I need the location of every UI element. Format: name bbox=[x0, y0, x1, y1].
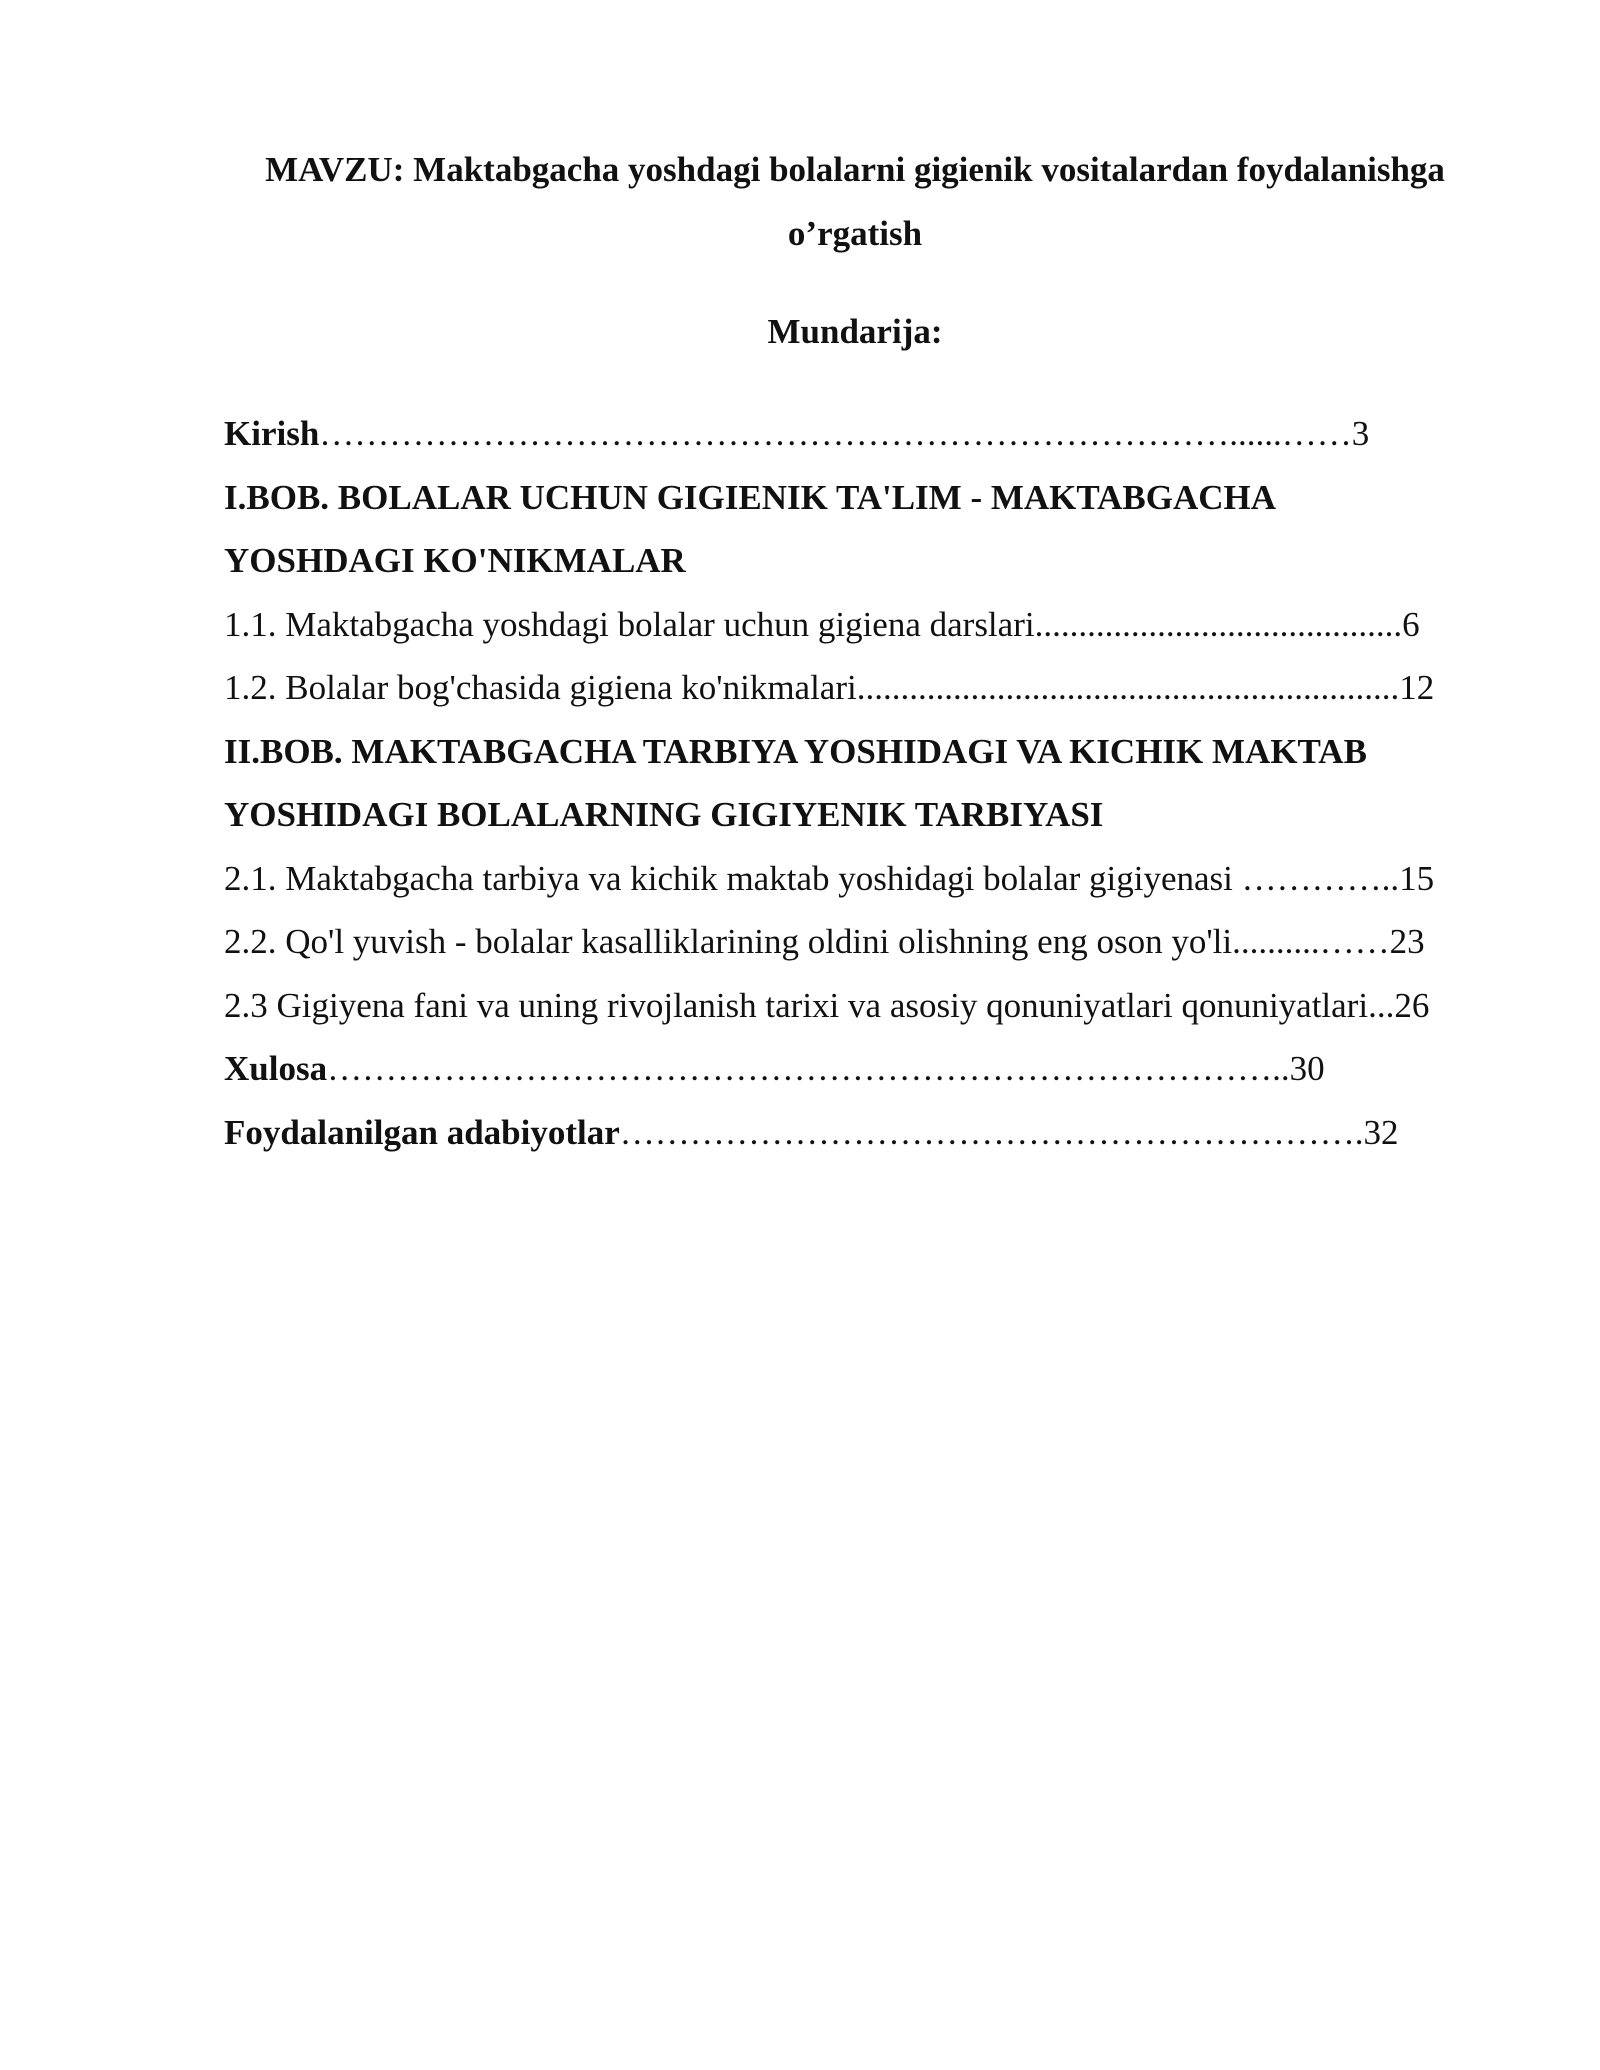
toc-entry-label: 2.3 Gigiyena fani va uning rivojlanish tarixi va asosiy qonuniyatlari qonuniyatlari bbox=[224, 985, 1369, 1025]
title-line-2: o’rgatish bbox=[787, 214, 923, 253]
toc-entry-1-2 bbox=[224, 656, 1504, 720]
toc-entry-page: 3 bbox=[1351, 414, 1370, 453]
toc-entry-label: Kirish bbox=[224, 414, 320, 453]
toc-entry-leader: ……………………………………………………………………….. bbox=[327, 1049, 1290, 1088]
toc-chapter-2-heading-line-1: II.BOB. MAKTABGACHA TARBIYA YOSHIDAGI VA KICHIK MAKTAB bbox=[224, 731, 1367, 771]
toc-entry-label: 1.1. Maktabgacha yoshdagi bolalar uchun gigiena darslari bbox=[224, 604, 1035, 644]
toc-entry-2-2 bbox=[224, 910, 1504, 974]
toc-entry-label: 2.2. Qo'l yuvish - bolalar kasalliklarining oldini olishning eng oson yo'li bbox=[224, 922, 1233, 961]
toc-entry-leader: ……………………………………………………………………......…… bbox=[319, 414, 1352, 453]
toc-entry-label: 2.1. Maktabgacha tarbiya va kichik maktab yoshidagi bolalar gigiyenasi bbox=[224, 858, 1242, 898]
toc-entry-page: 12 bbox=[1399, 668, 1435, 707]
toc-entry-page: 32 bbox=[1363, 1112, 1399, 1152]
toc-entry-2-3 bbox=[224, 974, 1504, 1038]
toc-entry-page: 30 bbox=[1289, 1049, 1325, 1088]
toc-entry-page: 26 bbox=[1394, 985, 1430, 1025]
toc-entry-xulosa bbox=[224, 1037, 1504, 1101]
toc-entry-label: 1.2. Bolalar bog'chasida gigiena ko'nikmalari bbox=[224, 668, 857, 707]
toc-chapter-2-heading-line-2: YOSHIDAGI BOLALARNING GIGIYENIK TARBIYASI bbox=[224, 795, 1104, 834]
toc-entry-leader: .......................................... bbox=[1034, 604, 1403, 644]
toc-entry-page: 6 bbox=[1402, 604, 1420, 644]
toc-entry-leader: ..........…… bbox=[1232, 922, 1390, 961]
document-title bbox=[200, 138, 1510, 266]
toc-entry-2-1 bbox=[224, 847, 1504, 911]
toc-entry-adabiyotlar bbox=[224, 1101, 1504, 1165]
table-of-contents bbox=[224, 402, 1504, 1164]
toc-entry-leader: ... bbox=[1368, 985, 1395, 1025]
toc-chapter-1-heading-line-1: I.BOB. BOLALAR UCHUN GIGIENIK TA'LIM - MAKTABGACHA bbox=[224, 477, 1277, 517]
title-line-1: MAVZU: Maktabgacha yoshdagi bolalarni gigienik vositalardan foydalanishga bbox=[265, 150, 1445, 189]
toc-entry-leader: .............................................................. bbox=[856, 668, 1400, 707]
toc-entry-label: Xulosa bbox=[224, 1049, 328, 1088]
toc-entry-label: Foydalanilgan adabiyotlar bbox=[224, 1112, 620, 1152]
toc-entry-leader: ………….. bbox=[1241, 858, 1400, 898]
toc-entry-leader: ………………………………………………………. bbox=[619, 1112, 1364, 1152]
toc-entry-1-1 bbox=[224, 593, 1504, 657]
toc-entry-page: 23 bbox=[1389, 922, 1425, 961]
toc-entry-page: 15 bbox=[1399, 858, 1435, 898]
toc-entry-kirish bbox=[224, 402, 1504, 466]
contents-heading: Mundarija: bbox=[767, 312, 943, 351]
toc-chapter-1-heading-line-2: YOSHDAGI KO'NIKMALAR bbox=[224, 541, 686, 580]
